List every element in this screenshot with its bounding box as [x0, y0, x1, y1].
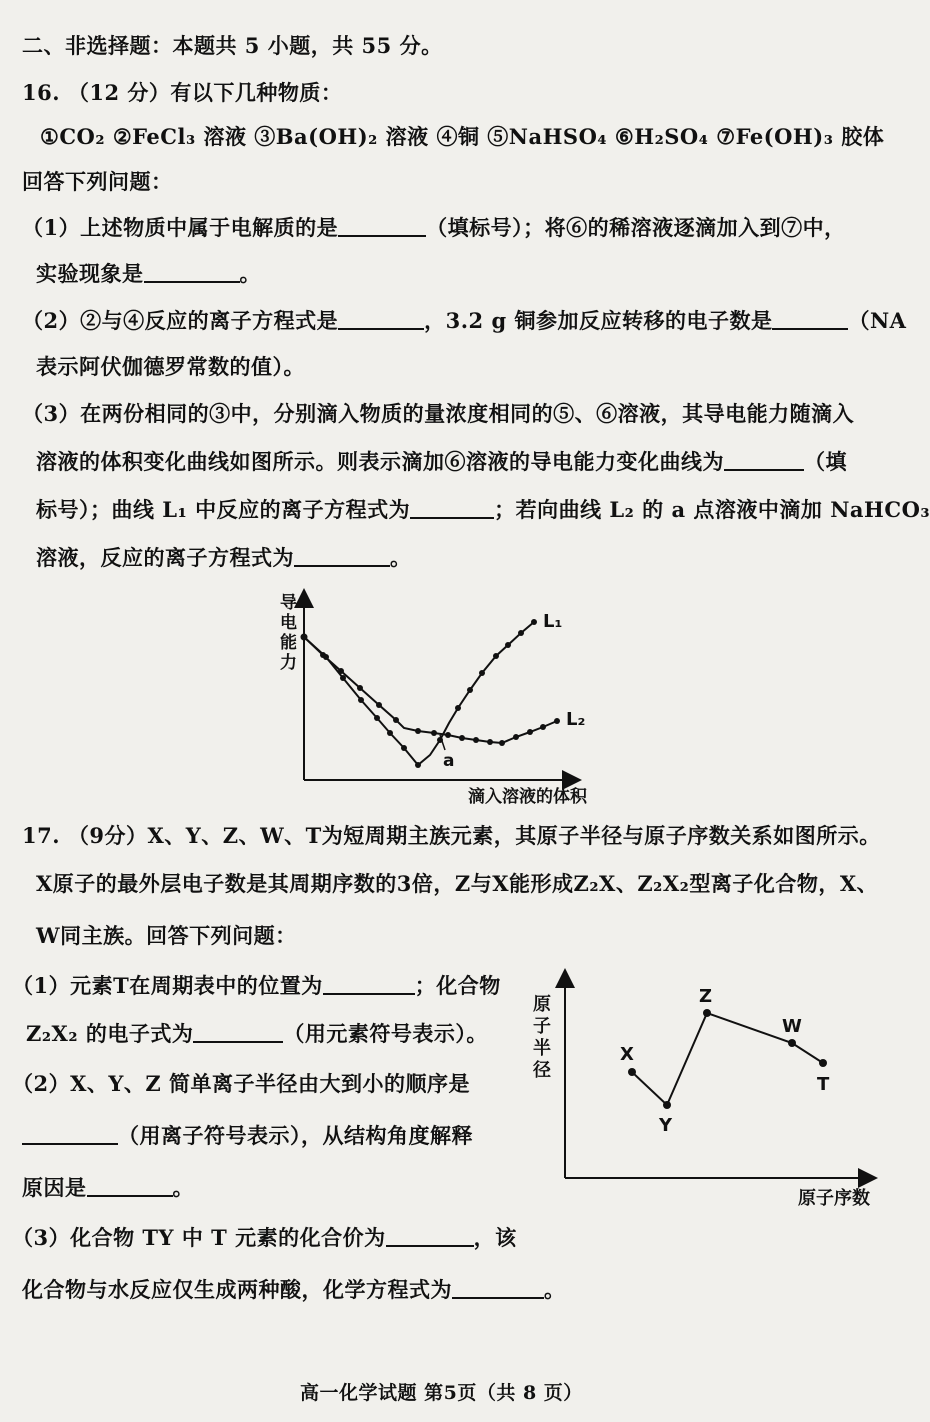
y-axis-label-char: 子 [533, 1016, 551, 1037]
q17-p3-text-b: ，该 [473, 1225, 517, 1250]
x-axis-label: 滴入溶液的体积 [468, 787, 587, 807]
q16-intro: 回答下列问题： [22, 169, 173, 194]
curve-l2-label: L₂ [566, 709, 586, 730]
line-x-y [632, 1072, 667, 1105]
curve-l1-label: L₁ [543, 611, 563, 632]
y-axis-label-char: 径 [533, 1060, 551, 1081]
q17-p2-text-b: （用离子符号表示），从结构角度解释 [118, 1123, 473, 1148]
section-title: 二、非选择题：本题共 5 小题，共 55 分。 [22, 33, 443, 58]
q17-header: 17. （9分）X、Y、Z、W、T为短周期主族元素，其原子半径与原子序数关系如图所示。 [22, 823, 881, 848]
q17-line2: X原子的最外层电子数是其周期序数的3倍，Z与X能形成Z₂X、Z₂X₂型离子化合物，X、 [36, 871, 879, 896]
q17-p1-text-d: （用元素符号表示）。 [283, 1021, 488, 1046]
q16-p2-text-c: （NA [848, 308, 907, 333]
q16-p3-text-c: （填 [804, 449, 847, 474]
q16-header: 16. （12 分）有以下几种物质： [22, 80, 343, 105]
q16-p3-text-e: ；若向曲线 L₂ 的 a 点溶液中滴加 NaHCO₃ [494, 497, 930, 522]
q16-p3-text-b: 溶液的体积变化曲线如图所示。则表示滴加⑥溶液的导电能力变化曲线为 [36, 449, 724, 474]
y-axis-label-char: 力 [280, 653, 297, 673]
point-t [819, 1059, 827, 1067]
q16-p3-text-f: 溶液，反应的离子方程式为 [36, 545, 294, 570]
q16-part2-line2: 表示阿伏伽德罗常数的值）。 [36, 354, 305, 379]
point-x [628, 1068, 636, 1076]
page-footer: 高一化学试题 第5页（共 8 页） [300, 1382, 583, 1404]
q17-p3-text-a: （3）化合物 TY 中 T 元素的化合价为 [12, 1225, 386, 1250]
y-axis-label-char: 导 [280, 593, 297, 613]
label-t: T [817, 1074, 830, 1095]
q16-p2-text-a: （2）②与④反应的离子方程式是 [22, 308, 339, 333]
label-x: X [620, 1044, 634, 1065]
q16-p2-text-b: ，3.2 g 铜参加反应转移的电子数是 [424, 308, 773, 333]
y-axis-label-char: 能 [280, 633, 297, 653]
q16-p3-text-d: 标号）；曲线 L₁ 中反应的离子方程式为 [36, 497, 411, 522]
point-a-label: a [443, 751, 455, 771]
q17-p3-text-d: 。 [544, 1277, 566, 1302]
q17-p1-text-b: ；化合物 [414, 973, 501, 998]
q16-p3-text-g: 。 [390, 545, 412, 570]
q17-p1-text-c: Z₂X₂ 的电子式为 [26, 1021, 194, 1046]
label-y: Y [659, 1115, 673, 1136]
y-axis-label-char: 原 [533, 994, 551, 1015]
q16-p1-text-d: 。 [239, 261, 261, 286]
point-y [663, 1101, 671, 1109]
q16-p1-text-b: （填标号）；将⑥的稀溶液逐滴加入到⑦中， [426, 215, 846, 240]
q17-p2-text-c: 原因是 [22, 1175, 87, 1200]
y-axis-label-char: 电 [280, 613, 297, 633]
q17-p3-text-c: 化合物与水反应仅生成两种酸，化学方程式为 [22, 1277, 452, 1302]
q16-p1-text-a: （1）上述物质中属于电解质的是 [22, 215, 339, 240]
q17-part2-line1: （2）X、Y、Z 简单离子半径由大到小的顺序是 [12, 1071, 471, 1096]
q16-part3-line1: （3）在两份相同的③中，分别滴入物质的量浓度相同的⑤、⑥溶液，其导电能力随滴入 [22, 401, 855, 426]
x-axis-label: 原子序数 [798, 1188, 870, 1209]
q17-p1-text-a: （1）元素T在周期表中的位置为 [12, 973, 323, 998]
label-w: W [782, 1016, 802, 1037]
q17-line3: W同主族。回答下列问题： [36, 923, 297, 948]
q16-substances: ①CO₂ ②FeCl₃ 溶液 ③Ba(OH)₂ 溶液 ④铜 ⑤NaHSO₄ ⑥H₂SO₄ ⑦Fe(OH)₃ 胶体 [40, 124, 885, 149]
point-w [788, 1039, 796, 1047]
q16-p1-text-c: 实验现象是 [36, 261, 144, 286]
q17-p2-text-d: 。 [172, 1175, 194, 1200]
point-z [703, 1009, 711, 1017]
y-axis-label-char: 半 [533, 1038, 551, 1059]
label-z: Z [699, 986, 713, 1007]
